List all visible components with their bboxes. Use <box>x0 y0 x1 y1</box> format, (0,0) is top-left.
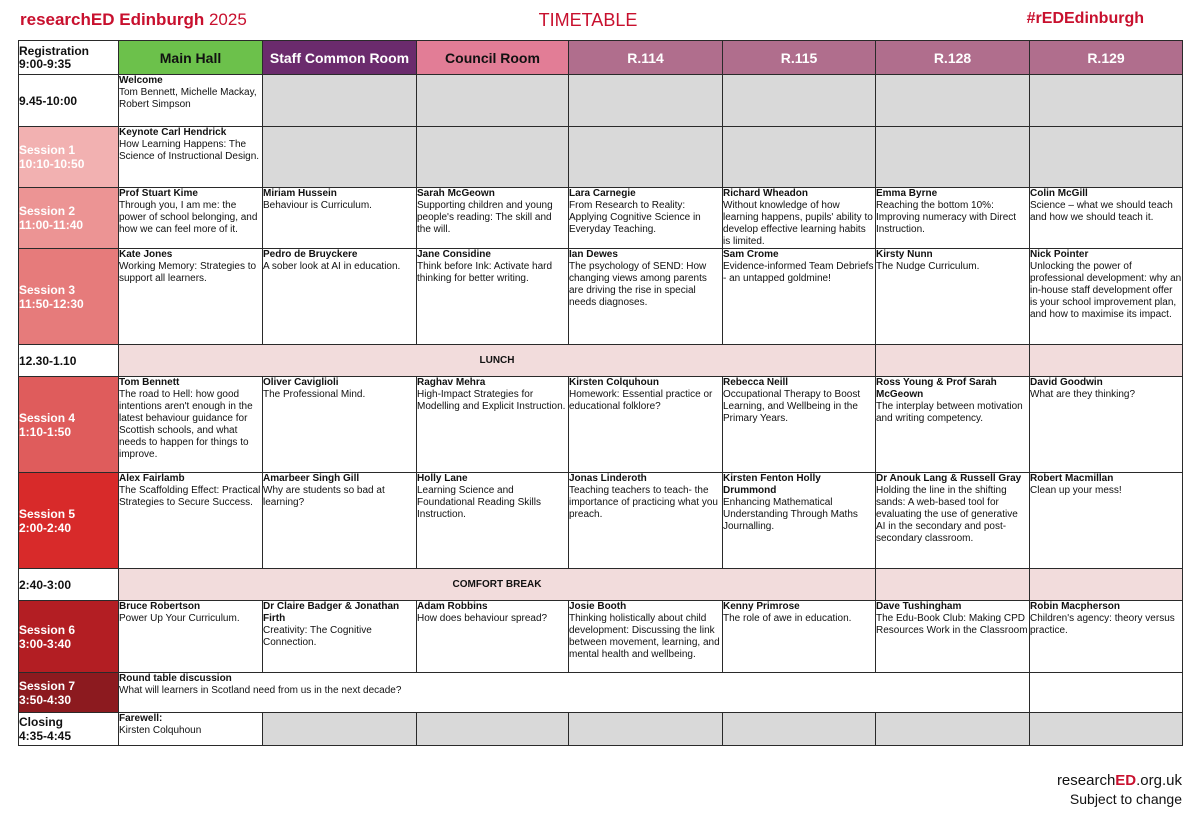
closing-label: Closing <box>19 715 63 729</box>
room-header-r128: R.128 <box>876 41 1030 75</box>
session-speaker: Pedro de Bruyckere <box>263 249 358 260</box>
site-prefix: research <box>1056 772 1116 789</box>
registration-header <box>19 41 119 75</box>
session-speaker: Kate Jones <box>119 249 173 260</box>
round-table-title: Round table discussion <box>119 673 232 684</box>
session2-hours: 11:00-11:40 <box>19 218 84 232</box>
event-name: researchED Edinburgh <box>20 10 205 29</box>
session-speaker: Colin McGill <box>1030 188 1088 199</box>
farewell-speaker: Kirsten Colquhoun <box>119 725 202 736</box>
session7-time <box>19 673 119 713</box>
session-talk: Supporting children and young people's reading: The skill and the will. <box>417 200 553 235</box>
session-cell <box>119 188 263 249</box>
session-speaker: Ross Young & Prof Sarah McGeown <box>876 377 997 400</box>
session-cell <box>417 473 569 569</box>
session-cell <box>876 601 1030 673</box>
session2-time <box>19 188 119 249</box>
registration-label: Registration <box>19 43 90 58</box>
session-cell <box>119 377 263 473</box>
session1-keynote <box>119 127 263 188</box>
room-header-staff-common-room: Staff Common Room <box>263 41 417 75</box>
session-speaker: Emma Byrne <box>876 188 938 199</box>
comfort-band-cell <box>876 569 1030 601</box>
session-cell <box>1030 249 1183 345</box>
session-talk: Why are students so bad at learning? <box>263 485 385 508</box>
session-speaker: Nick Pointer <box>1030 249 1089 260</box>
session-cell <box>723 249 876 345</box>
session-cell <box>263 377 417 473</box>
comfort-row <box>19 569 1183 601</box>
session-talk: The Edu-Book Club: Making CPD Resources Work in the Classroom <box>876 613 1028 636</box>
session-cell <box>263 188 417 249</box>
header-row <box>19 41 1183 75</box>
comfort-band-cell <box>1030 569 1183 601</box>
round-table-cell <box>119 673 1030 713</box>
session-speaker: Kirsten Colquhoun <box>569 377 659 388</box>
session-cell <box>1030 473 1183 569</box>
session-cell <box>263 249 417 345</box>
session-talk: Teaching teachers to teach- the importance of practicing what you preach. <box>569 485 718 520</box>
closing-time <box>19 713 119 746</box>
session-speaker: Alex Fairlamb <box>119 473 185 484</box>
session1-row <box>19 127 1183 188</box>
welcome-title: Welcome <box>119 75 163 86</box>
empty-cell <box>1030 75 1183 127</box>
session-talk: Learning Science and Foundational Reading Skills Instruction. <box>417 485 541 520</box>
session-speaker: Robin Macpherson <box>1030 601 1121 612</box>
session4-row <box>19 377 1183 473</box>
welcome-row <box>19 75 1183 127</box>
empty-cell <box>723 75 876 127</box>
empty-cell <box>569 127 723 188</box>
room-header-r114: R.114 <box>569 41 723 75</box>
session-talk: Thinking holistically about child development: Discussing the link between movement, learning, and mental health and wellbeing. <box>569 613 720 660</box>
session-speaker: Dave Tushingham <box>876 601 962 612</box>
session-talk: Through you, I am me: the power of school belonging, and how we can feel more of it. <box>119 200 258 235</box>
comfort-time: 2:40-3:00 <box>19 569 119 601</box>
session-cell <box>723 377 876 473</box>
empty-cell <box>876 127 1030 188</box>
session-speaker: Dr Claire Badger & Jonathan Firth <box>263 601 400 624</box>
session5-row <box>19 473 1183 569</box>
session-cell <box>263 601 417 673</box>
session-speaker: Keynote Carl Hendrick <box>119 127 227 138</box>
session-talk: Occupational Therapy to Boost Learning, and Wellbeing in the Primary Years. <box>723 389 861 424</box>
lunch-band-cell <box>1030 345 1183 377</box>
session1-hours: 10:10-10:50 <box>19 157 85 171</box>
empty-cell <box>876 713 1030 746</box>
website-footer <box>1057 772 1182 789</box>
session-cell <box>569 473 723 569</box>
empty-cell <box>417 127 569 188</box>
session7-hours: 3:50-4:30 <box>19 692 72 707</box>
session7-row <box>19 673 1183 713</box>
comfort-band: COMFORT BREAK <box>119 569 876 601</box>
session-speaker: Jane Considine <box>417 249 491 260</box>
session-talk: Without knowledge of how learning happens, pupils' ability to develop effective learning habits is limited. <box>723 200 873 247</box>
session-cell <box>723 601 876 673</box>
session4-time <box>19 377 119 473</box>
session6-hours: 3:00-3:40 <box>19 636 72 651</box>
empty-cell <box>569 75 723 127</box>
session-cell <box>1030 601 1183 673</box>
session-talk: A sober look at AI in education. <box>263 261 401 272</box>
session-talk: The road to Hell: how good intentions aren't enough in the latest behaviour guidance for Scottish schools, and what needs to happen for things to improve. <box>119 389 253 460</box>
session-speaker: Ian Dewes <box>569 249 618 260</box>
room-header-main-hall: Main Hall <box>119 41 263 75</box>
session-cell <box>876 249 1030 345</box>
session-talk: Homework: Essential practice or educational folklore? <box>569 389 713 412</box>
session-speaker: David Goodwin <box>1030 377 1103 388</box>
session-speaker: Miriam Hussein <box>263 188 337 199</box>
session-cell <box>417 377 569 473</box>
subject-to-change-note: Subject to change <box>1069 791 1182 807</box>
session-cell <box>119 473 263 569</box>
empty-cell <box>723 127 876 188</box>
session-speaker: Adam Robbins <box>417 601 488 612</box>
session3-label: Session 3 <box>19 282 76 297</box>
session-cell <box>119 249 263 345</box>
welcome-cell <box>119 75 263 127</box>
registration-time: 9:00-9:35 <box>19 56 72 71</box>
session-speaker: Tom Bennett <box>119 377 180 388</box>
empty-cell <box>263 75 417 127</box>
empty-cell <box>1030 713 1183 746</box>
site-suffix: .org.uk <box>1136 772 1182 789</box>
session-talk: Creativity: The Cognitive Connection. <box>263 625 372 648</box>
session-talk: The interplay between motivation and writing competency. <box>876 401 1023 424</box>
session-speaker: Sarah McGeown <box>417 188 495 199</box>
session5-hours: 2:00-2:40 <box>19 520 72 535</box>
session3-row <box>19 249 1183 345</box>
session-speaker: Sam Crome <box>723 249 779 260</box>
welcome-speakers: Tom Bennett, Michelle Mackay, Robert Simpson <box>119 87 257 110</box>
session-speaker: Raghav Mehra <box>417 377 486 388</box>
session-speaker: Amarbeer Singh Gill <box>263 473 360 484</box>
event-year: 2025 <box>208 10 247 29</box>
session1-label: Session 1 <box>19 143 76 157</box>
session4-label: Session 4 <box>19 410 76 425</box>
session-cell <box>569 601 723 673</box>
session-cell <box>417 188 569 249</box>
session-cell <box>723 188 876 249</box>
session-speaker: Prof Stuart Kime <box>119 188 198 199</box>
room-header-r129: R.129 <box>1030 41 1183 75</box>
empty-cell <box>417 75 569 127</box>
session-talk: The Professional Mind. <box>263 389 366 400</box>
lunch-row <box>19 345 1183 377</box>
empty-cell <box>569 713 723 746</box>
session-speaker: Lara Carnegie <box>569 188 636 199</box>
session-cell <box>119 601 263 673</box>
session-talk: What are they thinking? <box>1030 389 1136 400</box>
session7-label: Session 7 <box>19 678 76 693</box>
session-cell <box>1030 377 1183 473</box>
empty-cell <box>723 713 876 746</box>
session-talk: The role of awe in education. <box>723 613 852 624</box>
session-speaker: Bruce Robertson <box>119 601 201 612</box>
session-speaker: Oliver Caviglioli <box>263 377 339 388</box>
session-speaker: Josie Booth <box>569 601 627 612</box>
session-cell <box>876 188 1030 249</box>
empty-cell <box>263 713 417 746</box>
session5-time <box>19 473 119 569</box>
session-talk: How does behaviour spread? <box>417 613 548 624</box>
session-speaker: Kirsten Fenton Holly Drummond <box>723 473 821 496</box>
closing-hours: 4:35-4:45 <box>19 729 72 743</box>
session-talk: The Scaffolding Effect: Practical Strategies to Secure Success. <box>119 485 261 508</box>
lunch-band: LUNCH <box>119 345 876 377</box>
session-speaker: Rebecca Neill <box>723 377 789 388</box>
session-talk: High-Impact Strategies for Modelling and Explicit Instruction. <box>417 389 566 412</box>
session-talk: The psychology of SEND: How changing views among parents are driving the rise in special needs diagnoses. <box>569 261 707 308</box>
session-cell <box>569 249 723 345</box>
lunch-time: 12.30-1.10 <box>19 345 119 377</box>
session-cell <box>569 377 723 473</box>
session-talk: Think before Ink: Activate hard thinking for better writing. <box>417 261 553 284</box>
session-speaker: Dr Anouk Lang & Russell Gray <box>876 473 1022 484</box>
session5-label: Session 5 <box>19 506 76 521</box>
session-talk: Working Memory: Strategies to support all learners. <box>119 261 257 284</box>
session2-label: Session 2 <box>19 204 76 218</box>
session-cell <box>876 377 1030 473</box>
session-talk: From Research to Reality: Applying Cognitive Science in Everyday Teaching. <box>569 200 701 235</box>
session-talk: Reaching the bottom 10%: Improving numeracy with Direct Instruction. <box>876 200 1017 235</box>
session-speaker: Richard Wheadon <box>723 188 809 199</box>
session3-hours: 11:50-12:30 <box>19 296 84 311</box>
session-cell <box>263 473 417 569</box>
session-speaker: Robert Macmillan <box>1030 473 1114 484</box>
empty-cell <box>876 75 1030 127</box>
empty-cell <box>1030 127 1183 188</box>
session2-row <box>19 188 1183 249</box>
empty-cell <box>263 127 417 188</box>
round-table-question: What will learners in Scotland need from us in the next decade? <box>119 685 402 696</box>
session-talk: Unlocking the power of professional development: why an in-house staff development offer is your school improvement plan, and how to maximise its impact. <box>1030 261 1182 320</box>
session3-time <box>19 249 119 345</box>
session-talk: Science – what we should teach and how we should teach it. <box>1030 200 1173 223</box>
session-cell <box>876 473 1030 569</box>
session-talk: Children's agency: theory versus practice. <box>1030 613 1175 636</box>
closing-row <box>19 713 1183 746</box>
session-talk: The Nudge Curriculum. <box>876 261 980 272</box>
session-cell <box>417 601 569 673</box>
session-speaker: Jonas Linderoth <box>569 473 647 484</box>
session6-row <box>19 601 1183 673</box>
session-talk: Power Up Your Curriculum. <box>119 613 240 624</box>
timetable <box>18 40 1183 746</box>
page-title: TIMETABLE <box>538 10 638 30</box>
farewell-title: Farewell: <box>119 713 163 724</box>
farewell-cell <box>119 713 263 746</box>
session-talk: Clean up your mess! <box>1030 485 1122 496</box>
session-cell <box>723 473 876 569</box>
empty-cell <box>1030 673 1183 713</box>
session-speaker: Holly Lane <box>417 473 468 484</box>
session-talk: Enhancing Mathematical Understanding Through Maths Journalling. <box>723 497 858 532</box>
session6-time <box>19 601 119 673</box>
room-header-council-room: Council Room <box>417 41 569 75</box>
site-highlight: ED <box>1115 772 1137 789</box>
session-talk: Behaviour is Curriculum. <box>263 200 372 211</box>
session-cell <box>569 188 723 249</box>
session-talk: How Learning Happens: The Science of Instructional Design. <box>119 139 260 162</box>
session1-time <box>19 127 119 188</box>
empty-cell <box>417 713 569 746</box>
session-talk: Holding the line in the shifting sands: A web-based tool for evaluating the use of generative AI in the secondary and post-secondary classroom. <box>876 485 1018 544</box>
session-speaker: Kenny Primrose <box>723 601 800 612</box>
room-header-r115: R.115 <box>723 41 876 75</box>
hashtag: #rEDEdinburgh <box>1026 10 1144 27</box>
welcome-time: 9.45-10:00 <box>19 75 119 127</box>
session6-label: Session 6 <box>19 622 76 637</box>
lunch-band-cell <box>876 345 1030 377</box>
session-speaker: Kirsty Nunn <box>876 249 933 260</box>
session4-hours: 1:10-1:50 <box>19 424 72 439</box>
session-cell <box>1030 188 1183 249</box>
session-cell <box>417 249 569 345</box>
session-talk: Evidence-informed Team Debriefs - an untapped goldmine! <box>723 261 874 284</box>
